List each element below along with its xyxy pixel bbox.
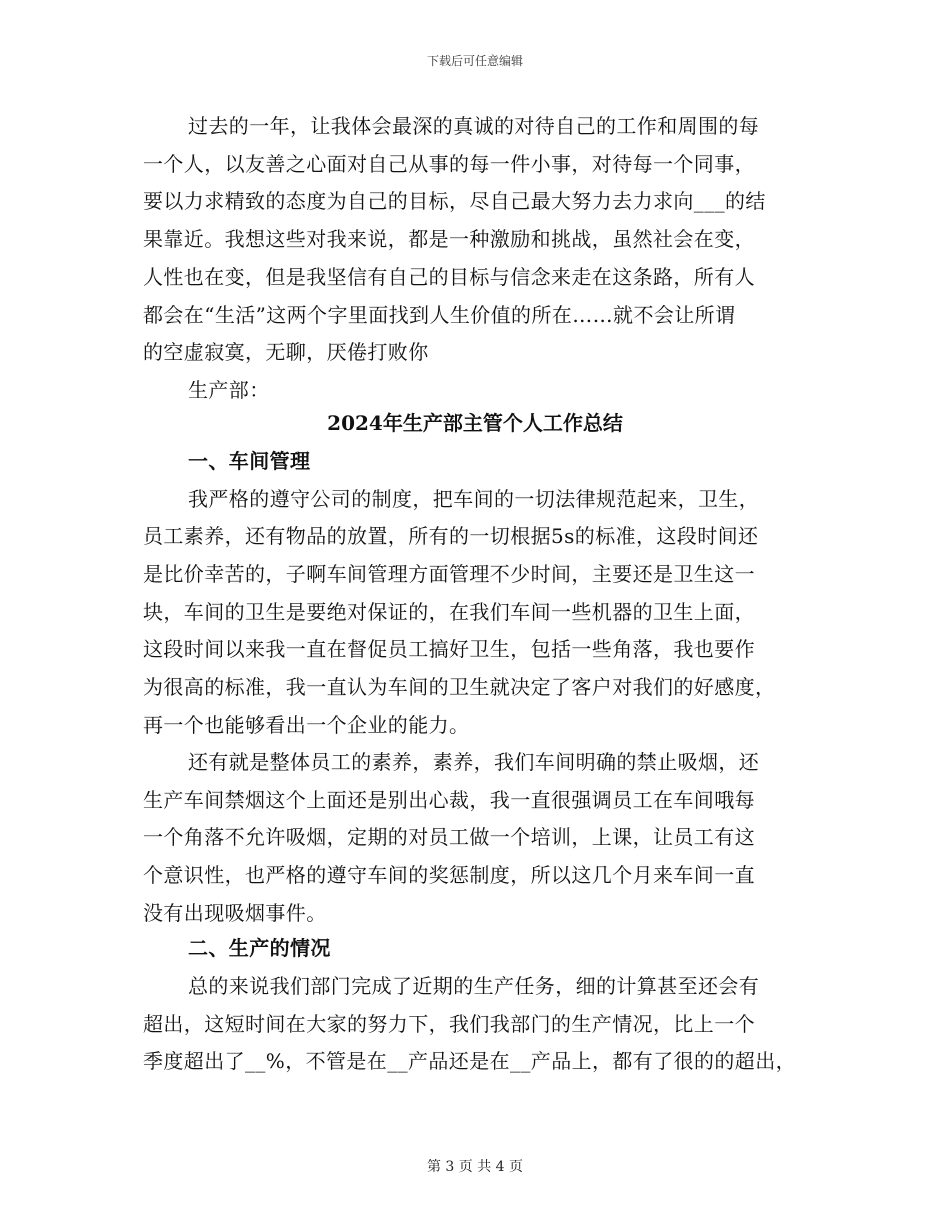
paragraph-line: 要以力求精致的态度为自己的目标，尽自己最大努力去力求向___的结: [143, 189, 766, 213]
paragraph-line: 总的来说我们部门完成了近期的生产任务，细的计算甚至还会有: [188, 974, 760, 998]
signoff-text: 生产部：: [188, 378, 270, 402]
paragraph-line: 再一个也能够看出一个企业的能力。: [143, 713, 470, 737]
paragraph-line: 为很高的标准，我一直认为车间的卫生就决定了客户对我们的好感度，: [143, 675, 776, 699]
paragraph-line: 这段时间以来我一直在督促员工搞好卫生，包括一些角落，我也要作: [143, 637, 755, 661]
paragraph-line: 超出，这短时间在大家的努力下，我们我部门的生产情况，比上一个: [143, 1012, 755, 1036]
paragraph-line: 我严格的遵守公司的制度，把车间的一切法律规范起来，卫生，: [188, 487, 760, 511]
paragraph-line: 人性也在变，但是我坚信有自己的目标与信念来走在这条路，所有人: [143, 265, 755, 289]
paragraph-line: 生产车间禁烟这个上面还是别出心裁，我一直很强调员工在车间哦每: [143, 788, 755, 812]
paragraph-line: 都会在“生活”这两个字里面找到人生价值的所在……就不会让所谓: [143, 303, 736, 327]
paragraph-line: 个意识性，也严格的遵守车间的奖惩制度，所以这几个月来车间一直: [143, 863, 755, 887]
paragraph-line: 还有就是整体员工的素养，素养，我们车间明确的禁止吸烟，还: [188, 750, 760, 774]
page-number-footer: 第 3 页 共 4 页: [426, 1159, 524, 1175]
paragraph-line: 员工素养，还有物品的放置，所有的一切根据5s的标准，这段时间还: [143, 524, 759, 548]
page-header-note: 下载后可任意编辑: [426, 54, 523, 68]
paragraph-line: 一个人，以友善之心面对自己从事的每一件小事，对待每一个同事，: [143, 152, 755, 176]
section-heading: 一、车间管理: [188, 449, 311, 473]
paragraph-line: 是比价幸苦的，子啊车间管理方面管理不少时间，主要还是卫生这一: [143, 562, 755, 586]
paragraph-line: 没有出现吸烟事件。: [143, 901, 327, 925]
paragraph-line: 一个角落不允许吸烟，定期的对员工做一个培训，上课，让员工有这: [143, 825, 755, 849]
paragraph-line: 果靠近。我想这些对我来说，都是一种激励和挑战，虽然社会在变，: [143, 227, 755, 251]
paragraph-line: 过去的一年，让我体会最深的真诚的对待自己的工作和周围的每: [188, 114, 760, 138]
document-title: 2024年生产部主管个人工作总结: [327, 411, 623, 435]
paragraph-line: 的空虚寂寞，无聊，厌倦打败你: [143, 340, 429, 364]
paragraph-line: 季度超出了__%，不管是在__产品还是在__产品上，都有了很的的超出，: [143, 1049, 797, 1073]
paragraph-line: 块，车间的卫生是要绝对保证的，在我们车间一些机器的卫生上面，: [143, 600, 755, 624]
section-heading: 二、生产的情况: [188, 936, 331, 960]
